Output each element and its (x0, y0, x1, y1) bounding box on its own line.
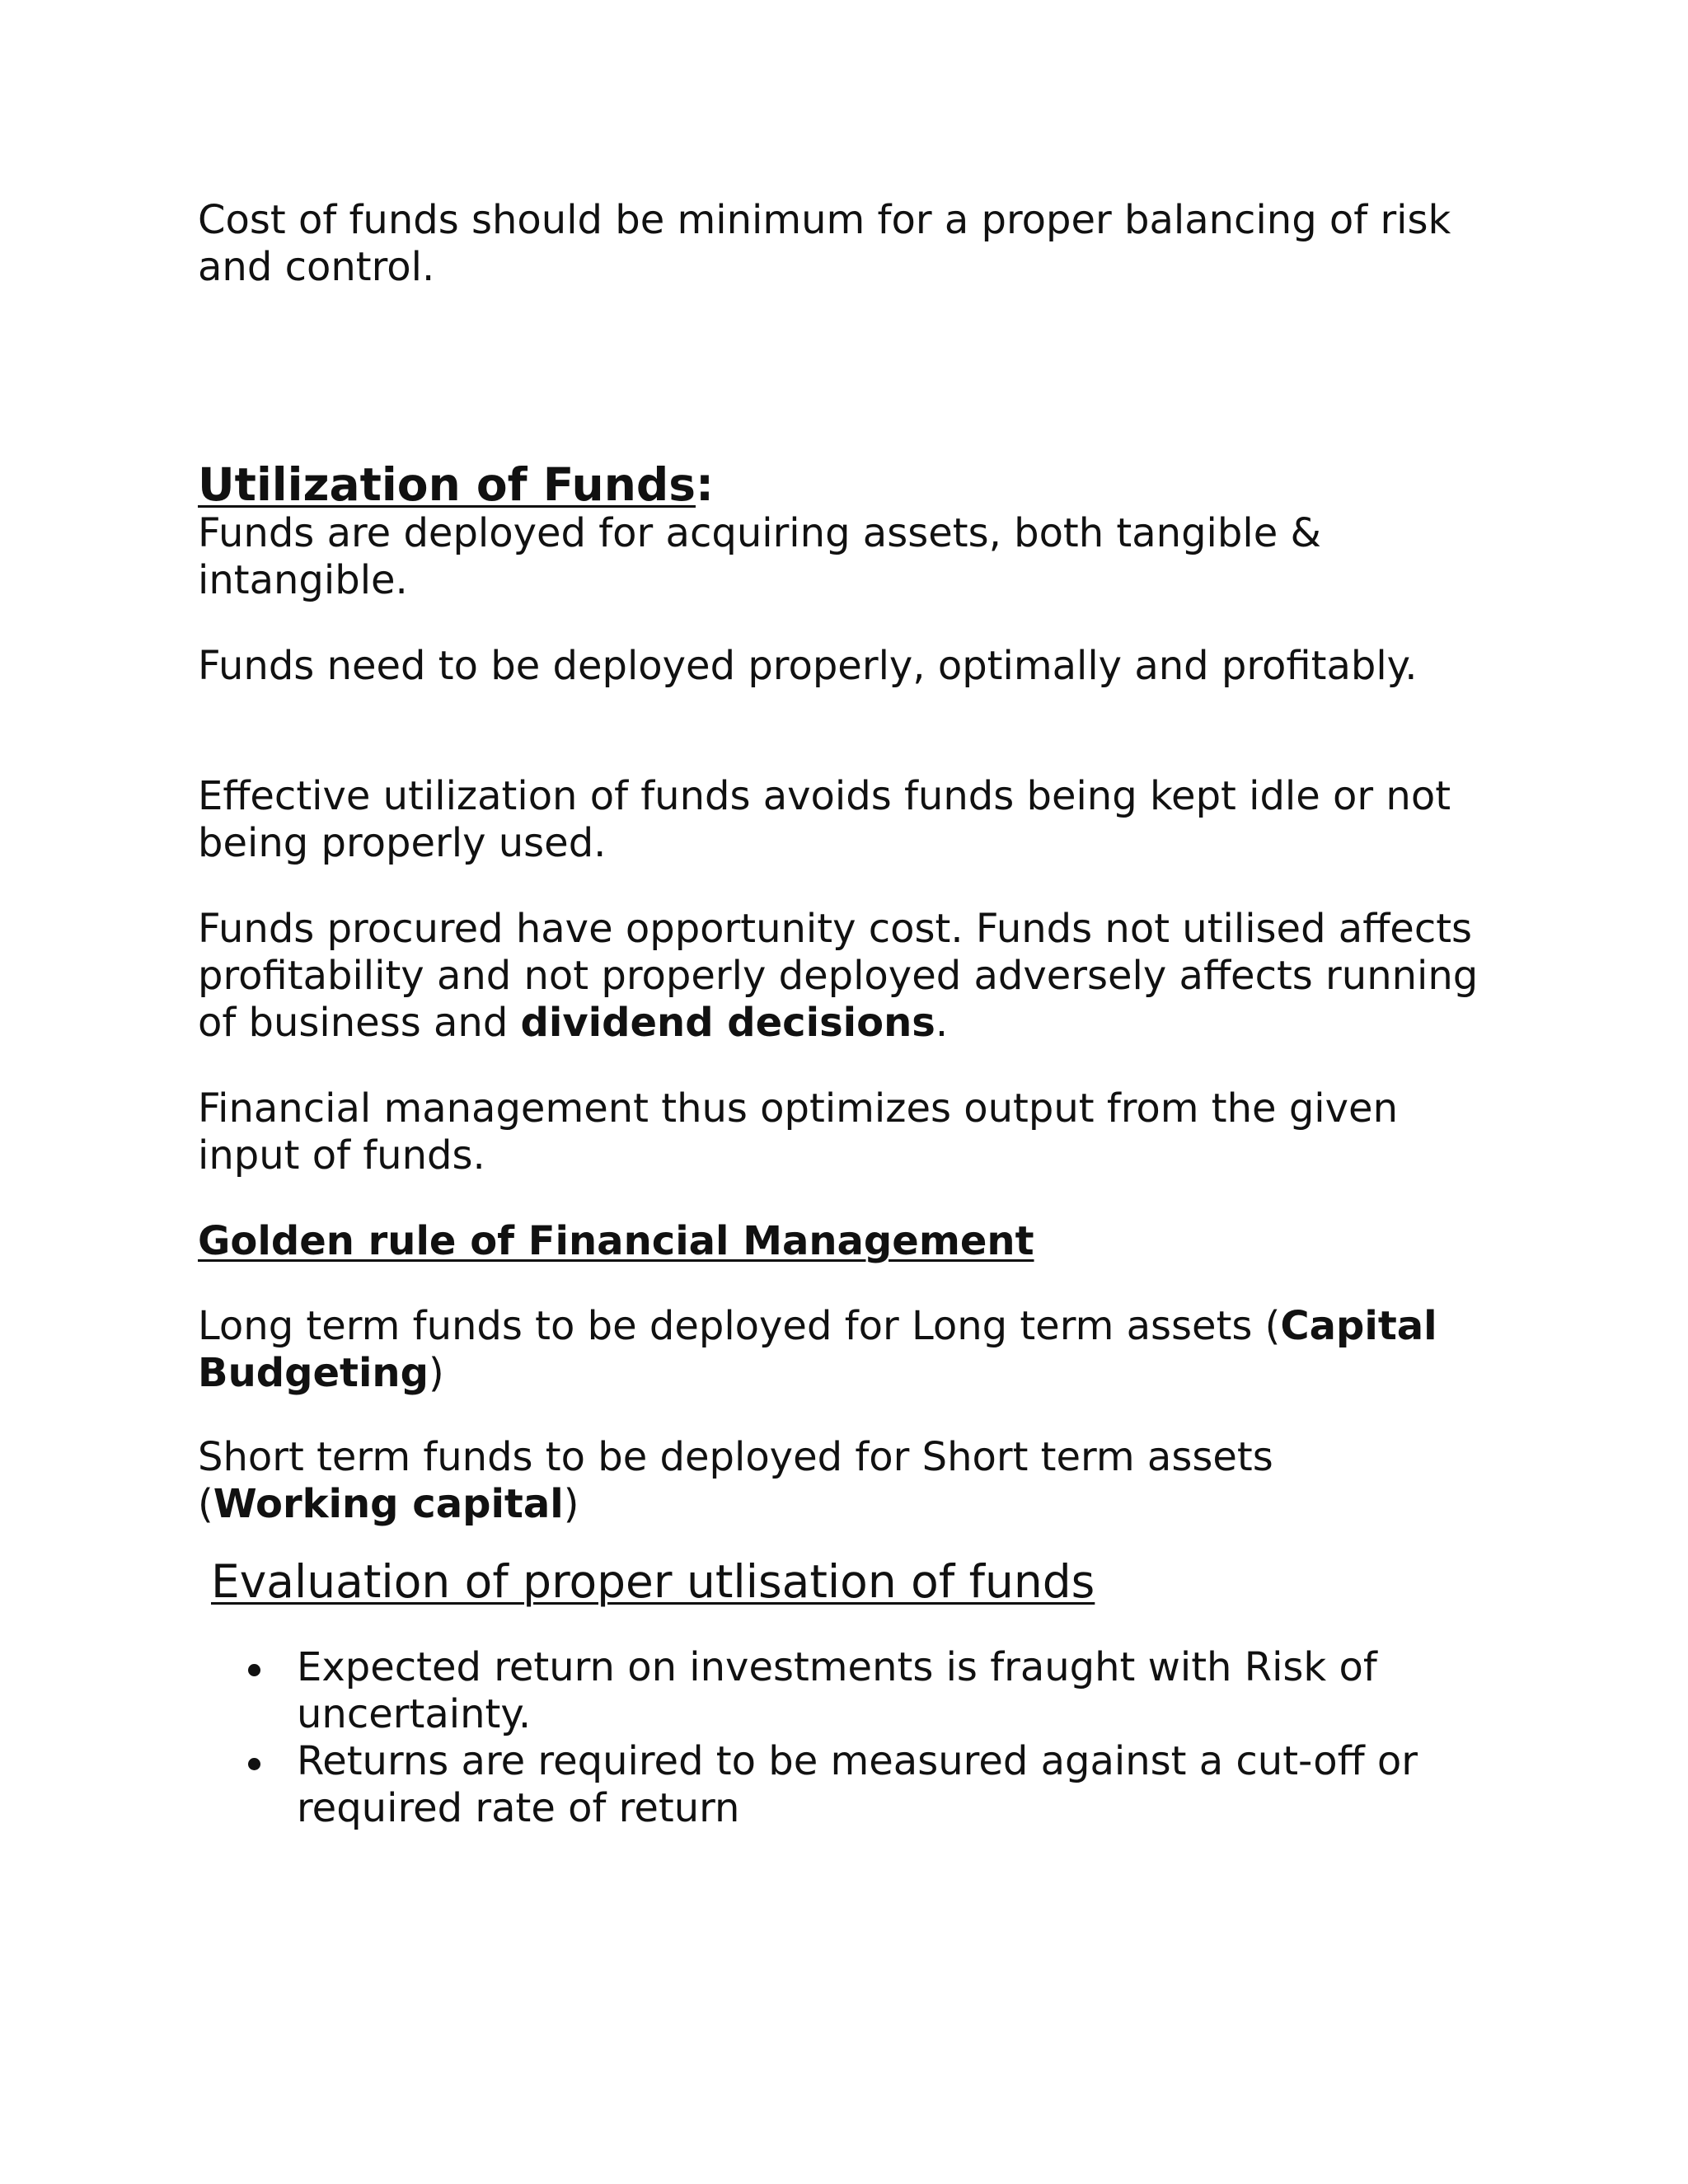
utilization-p4-end: . (935, 1000, 949, 1046)
list-item (198, 1738, 1484, 1832)
utilization-p4-text: Funds procured have opportunity cost. Funds not utilised affects profitability and not properly deployed adversely affects running of business and (198, 906, 1479, 1046)
section-heading-evaluation (211, 1555, 1497, 1608)
utilization-p2-text: Funds need to be deployed properly, optimally and profitably. (198, 643, 1418, 689)
evaluation-bullet-list (198, 1644, 1484, 1832)
dividend-decisions-bold: dividend decisions (520, 1000, 935, 1046)
golden-rule-p1-end: ) (428, 1350, 444, 1396)
bullet-icon (248, 1758, 260, 1770)
list-item (198, 1644, 1484, 1738)
utilization-heading-text: Utilization of Funds (198, 458, 696, 511)
utilization-p5-text: Financial management thus optimizes output from the given input of funds. (198, 1085, 1398, 1179)
bullet-icon (248, 1664, 260, 1676)
utilization-paragraph-4 (198, 906, 1484, 1047)
golden-rule-heading-text: Golden rule of Financial Management (198, 1218, 1034, 1264)
capital-budgeting-bold: Capital Budgeting (198, 1303, 1437, 1396)
intro-paragraph (198, 197, 1484, 291)
utilization-paragraph-3 (198, 773, 1484, 867)
golden-rule-paragraph-1 (198, 1303, 1484, 1397)
bullet-text-1: Expected return on investments is fraught with Risk of uncertainty. (297, 1644, 1377, 1737)
utilization-paragraph-2 (198, 643, 1484, 690)
evaluation-heading-text: Evaluation of proper utlisation of funds (211, 1555, 1095, 1608)
working-capital-bold: Working capital (213, 1481, 564, 1527)
golden-rule-paragraph-2 (198, 1434, 1484, 1528)
section-heading-golden-rule (198, 1218, 1484, 1265)
golden-rule-p2-text: Short term funds to be deployed for Short term assets ( (198, 1434, 1273, 1527)
golden-rule-p2-end: ) (563, 1481, 579, 1527)
utilization-p1-text: Funds are deployed for acquiring assets, both tangible & intangible. (198, 510, 1321, 603)
utilization-paragraph-5 (198, 1085, 1484, 1179)
golden-rule-p1-text: Long term funds to be deployed for Long term assets ( (198, 1303, 1281, 1349)
section-heading-utilization (198, 458, 1484, 511)
utilization-heading-colon: : (695, 458, 714, 511)
intro-text: Cost of funds should be minimum for a proper balancing of risk and control. (198, 197, 1451, 290)
utilization-paragraph-1 (198, 510, 1484, 604)
bullet-text-2: Returns are required to be measured against a cut-off or required rate of return (297, 1738, 1418, 1831)
utilization-p3-text: Effective utilization of funds avoids funds being kept idle or not being properly used. (198, 773, 1451, 866)
